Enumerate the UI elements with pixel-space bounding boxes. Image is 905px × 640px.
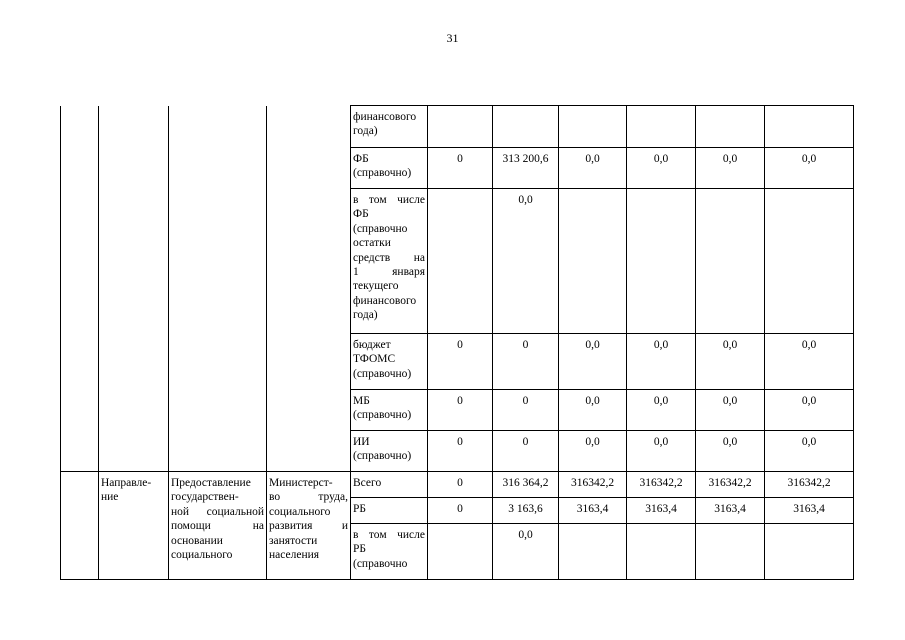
value-cell [765, 524, 854, 580]
value-cell: 0,0 [765, 148, 854, 189]
value-cell [428, 189, 493, 334]
funding-source-label: Всего [351, 472, 428, 498]
value-cell: 0 [428, 334, 493, 390]
value-cell: 0,0 [627, 431, 696, 472]
section-executor-line: населения [269, 548, 320, 561]
value-cell: 0,0 [559, 148, 627, 189]
page-number: 31 [446, 31, 459, 45]
value-cell: 0 [428, 148, 493, 189]
value-cell [696, 189, 765, 334]
section-executor-line: социального [269, 505, 331, 518]
section-type-cell [99, 472, 169, 580]
label-line: в том числе [353, 194, 425, 206]
value-cell [559, 524, 627, 580]
value-cell: 0 [428, 390, 493, 431]
label-line: ФБ [353, 208, 369, 221]
value-cell: 0,0 [627, 334, 696, 390]
value-cell: 0 [493, 334, 559, 390]
funding-source-label: МБ (справочно) [351, 390, 428, 431]
value-cell: 0,0 [696, 334, 765, 390]
section-executor-cell [267, 472, 351, 580]
value-cell: 0,0 [765, 390, 854, 431]
section-name-line: основании [171, 534, 223, 547]
value-cell [493, 106, 559, 148]
section-name-line: ной социальной [171, 505, 264, 518]
value-cell [559, 189, 627, 334]
value-cell: 316342,2 [559, 472, 627, 498]
label-line: текущего [353, 280, 399, 293]
value-cell: 0 [493, 431, 559, 472]
value-cell [696, 524, 765, 580]
value-cell: 316 364,2 [493, 472, 559, 498]
funding-source-label [351, 524, 428, 580]
value-cell: 316342,2 [765, 472, 854, 498]
value-cell [428, 524, 493, 580]
value-cell: 0 [493, 390, 559, 431]
value-cell: 3163,4 [559, 498, 627, 524]
section-name-line: Предоставление [171, 477, 251, 489]
value-cell: 3163,4 [765, 498, 854, 524]
value-cell: 3163,4 [627, 498, 696, 524]
value-cell [696, 106, 765, 148]
funding-source-label: ФБ (справочно) [351, 148, 428, 189]
section-name-line: социального [171, 548, 233, 561]
label-line: года) [353, 309, 378, 321]
value-cell: 3 163,6 [493, 498, 559, 524]
value-cell [559, 106, 627, 148]
value-cell [428, 106, 493, 148]
label-line: (справочно [353, 222, 408, 235]
value-cell: 0,0 [559, 334, 627, 390]
value-cell [627, 524, 696, 580]
value-cell [627, 189, 696, 334]
value-cell: 0 [428, 498, 493, 524]
value-cell: 313 200,6 [493, 148, 559, 189]
value-cell [765, 189, 854, 334]
table-row [61, 106, 854, 148]
section-name-line: помощи на [171, 520, 264, 533]
value-cell: 0,0 [559, 390, 627, 431]
label-line: остатки [353, 237, 391, 250]
empty-cell [61, 106, 99, 472]
value-cell: 0,0 [696, 431, 765, 472]
label-line: в том числе [353, 529, 425, 541]
value-cell: 316342,2 [696, 472, 765, 498]
value-cell [765, 106, 854, 148]
value-cell: 0,0 [493, 189, 559, 334]
section-name-line: государствен- [171, 491, 239, 504]
funding-source-label: РБ [351, 498, 428, 524]
label-line: (справочно [353, 557, 408, 570]
value-cell: 0 [428, 472, 493, 498]
value-cell: 0,0 [627, 390, 696, 431]
value-cell: 3163,4 [696, 498, 765, 524]
label-line: финансового [353, 294, 417, 307]
value-cell: 0 [428, 431, 493, 472]
funding-source-label: ИИ (справочно) [351, 431, 428, 472]
section-executor-line: развития и [269, 520, 348, 533]
empty-cell [61, 472, 99, 580]
value-cell: 0,0 [559, 431, 627, 472]
section-executor-line: во труда, [269, 491, 348, 504]
funding-source-label: бюджет ТФОМС (справочно) [351, 334, 428, 390]
value-cell: 0,0 [696, 390, 765, 431]
empty-cell [99, 106, 169, 472]
section-name-cell [169, 472, 267, 580]
table-row [61, 472, 854, 498]
value-cell: 0,0 [627, 148, 696, 189]
value-cell: 0,0 [765, 334, 854, 390]
funding-source-label [351, 189, 428, 334]
value-cell: 0,0 [765, 431, 854, 472]
section-type-line: ние [101, 491, 119, 504]
funding-source-label: финансового года) [351, 106, 428, 148]
value-cell: 316342,2 [627, 472, 696, 498]
budget-table [60, 105, 854, 580]
empty-cell [169, 106, 267, 472]
value-cell [627, 106, 696, 148]
section-executor-line: Министерст- [269, 477, 333, 489]
label-line: средств на [353, 251, 425, 264]
value-cell: 0,0 [696, 148, 765, 189]
label-line: РБ [353, 543, 366, 556]
value-cell: 0,0 [493, 524, 559, 580]
label-line: 1 января [353, 265, 425, 278]
section-type-line: Направле- [101, 477, 152, 489]
empty-cell [267, 106, 351, 472]
section-executor-line: занятости [269, 534, 318, 547]
